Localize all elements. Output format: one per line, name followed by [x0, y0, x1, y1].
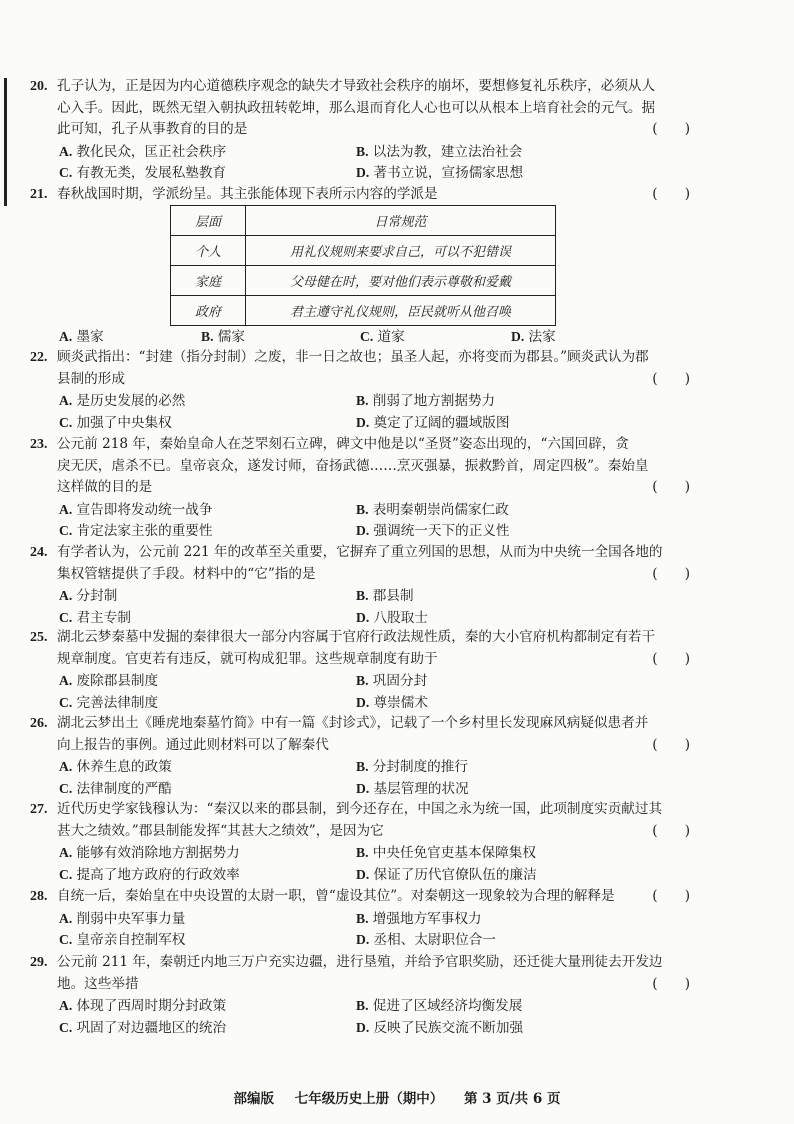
answer-blank[interactable]: ( ): [652, 186, 690, 202]
option-d[interactable]: D. 丞相、太尉职位合一: [356, 932, 496, 949]
option-c[interactable]: C. 皇帝亲自控制军权: [59, 932, 186, 949]
option-d[interactable]: D. 尊崇儒术: [356, 694, 428, 711]
question-stem-line: 近代历史学家钱穆认为：“秦汉以来的郡县制，到今还存在，中国之永为统一国，此项制度实贡献过其: [57, 801, 663, 817]
question-29: [30, 952, 702, 1038]
table-cell: 君主遵守礼仪规则，臣民就听从他召唤: [246, 296, 556, 326]
option-b[interactable]: B. 郡县制: [356, 588, 414, 605]
question-stem-line: 公元前 218 年，秦始皇命人在芝罘刻石立碑，碑文中他是以“圣贤”姿态出现的，“六国回辟，贪: [57, 436, 629, 452]
question-number: 28.: [30, 889, 48, 904]
option-c[interactable]: C. 君主专制: [59, 609, 131, 626]
table-row: [171, 296, 556, 326]
table-cell: 个人: [171, 236, 246, 266]
answer-blank[interactable]: ( ): [652, 888, 690, 904]
option-a[interactable]: A. 废除郡县制度: [59, 673, 159, 690]
option-a[interactable]: A. 分封制: [59, 588, 118, 605]
answer-blank[interactable]: ( ): [652, 479, 690, 496]
question-21: [30, 184, 702, 206]
table-cell: 用礼仪规则来要求自己，可以不犯错误: [246, 236, 556, 266]
table-cell: 父母健在时，要对他们表示尊敬和爱戴: [246, 266, 556, 296]
question-21-options: [30, 326, 702, 348]
question-stem-line: 湖北云梦秦墓中发掘的秦律很大一部分内容属于官府行政法规性质，秦的大小官府机构都制定有若干: [57, 629, 656, 645]
answer-blank[interactable]: ( ): [652, 650, 690, 667]
question-24: [30, 542, 702, 628]
question-23: [30, 434, 702, 542]
option-b[interactable]: B. 分封制度的推行: [356, 759, 468, 776]
option-c[interactable]: C. 提高了地方政府的行政效率: [59, 866, 240, 883]
question-number: 25.: [30, 630, 48, 645]
option-b[interactable]: B. 表明秦朝崇尚儒家仁政: [356, 501, 509, 518]
question-stem-line: 向上报告的事例。通过此则材料可以了解秦代: [57, 736, 329, 753]
question-20: [30, 76, 702, 184]
page-footer: [0, 1087, 794, 1107]
option-b[interactable]: B. 儒家: [201, 329, 245, 345]
question-number: 21.: [30, 187, 48, 202]
question-number: 20.: [30, 79, 48, 94]
option-c[interactable]: C. 巩固了对边疆地区的统治: [59, 1019, 227, 1036]
option-b[interactable]: B. 促进了区域经济均衡发展: [356, 998, 523, 1015]
footer-edition: 部编版: [233, 1091, 275, 1107]
option-d[interactable]: D. 反映了民族交流不断加强: [356, 1019, 524, 1036]
table-cell: 政府: [171, 296, 246, 326]
option-c[interactable]: C. 道家: [360, 329, 405, 345]
table-row: [171, 236, 556, 266]
option-a[interactable]: A. 能够有效消除地方割据势力: [59, 845, 240, 862]
table-row: [171, 266, 556, 296]
question-stem-line: 孔子认为，正是因为内心道德秩序观念的缺失才导致社会秩序的崩坏，要想修复礼乐秩序，必须从人: [57, 78, 656, 94]
question-stem-line: 规章制度。官吏若有违反，就可构成犯罪。这些规章制度有助于: [57, 650, 438, 667]
question-stem-line: 地。这些举措: [57, 975, 139, 992]
question-28: [30, 886, 702, 951]
question-27: [30, 799, 702, 885]
margin-binding-line: [4, 78, 7, 206]
question-number: 29.: [30, 955, 48, 970]
option-d[interactable]: D. 奠定了辽阔的疆域版图: [356, 414, 510, 431]
answer-blank[interactable]: ( ): [652, 121, 690, 138]
answer-blank[interactable]: ( ): [652, 975, 690, 992]
question-22: [30, 347, 702, 433]
option-d[interactable]: D. 保证了历代官僚队伍的廉洁: [356, 866, 537, 883]
option-c[interactable]: C. 肯定法家主张的重要性: [59, 523, 213, 540]
question-number: 24.: [30, 545, 48, 560]
question-stem-line: 戾无厌，虐杀不已。皇帝哀众，遂发讨师，奋扬武德……烹灭强暴，振救黔首，周定四极”。秦始皇: [57, 457, 649, 474]
question-number: 27.: [30, 802, 48, 817]
answer-blank[interactable]: ( ): [652, 565, 690, 582]
option-d[interactable]: D. 强调统一天下的正义性: [356, 523, 510, 540]
answer-blank[interactable]: ( ): [652, 822, 690, 839]
option-d[interactable]: D. 八股取士: [356, 609, 428, 626]
option-a[interactable]: A. 削弱中央军事力量: [59, 910, 186, 927]
question-stem-line: 顾炎武指出：“封建（指分封制）之废，非一日之故也；虽圣人起，亦将变而为郡县。”顾炎武认为郡: [57, 349, 649, 365]
table-cell: 家庭: [171, 266, 246, 296]
question-number: 26.: [30, 716, 48, 731]
option-a[interactable]: A. 休养生息的政策: [59, 759, 172, 776]
option-b[interactable]: B. 中央任免官吏基本保障集权: [356, 845, 536, 862]
footer-page-number: 第 3 页/共 6 页: [463, 1091, 561, 1107]
question-number: 22.: [30, 350, 48, 365]
question-stem-line: 此可知，孔子从事教育的目的是: [57, 121, 248, 138]
option-d[interactable]: D. 基层管理的状况: [356, 780, 469, 797]
question-stem-line: 自统一后，秦始皇在中央设置的太尉一职，曾“虚设其位”。对秦朝这一现象较为合理的解释是: [57, 888, 615, 904]
answer-blank[interactable]: ( ): [652, 370, 690, 387]
option-b[interactable]: B. 削弱了地方割据势力: [356, 393, 496, 410]
option-c[interactable]: C. 法律制度的严酷: [59, 780, 172, 797]
question-stem-line: 湖北云梦出土《睡虎地秦墓竹简》中有一篇《封诊式》，记载了一个乡村里长发现麻风病疑似患者并: [57, 715, 649, 731]
question-stem-line: 公元前 211 年，秦朝迁内地三万户充实边疆，进行垦殖，并给予官职奖励，还迁徙大量刑徒去开发边: [57, 954, 663, 970]
footer-subject: 七年级历史上册（期中）: [294, 1091, 444, 1107]
question-stem-line: 心入手。因此，既然无望入朝执政扭转乾坤，那么退而育化人心也可以从根本上培育社会的元气。据: [57, 99, 656, 116]
option-a[interactable]: A. 宣告即将发动统一战争: [59, 501, 213, 518]
option-a[interactable]: A. 是历史发展的必然: [59, 393, 186, 410]
question-stem-line: 有学者认为，公元前 221 年的改革至关重要，它摒弃了重立列国的思想，从而为中央统一全国各地的: [57, 544, 663, 560]
option-b[interactable]: B. 增强地方军事权力: [356, 910, 482, 927]
option-b[interactable]: B. 以法为教，建立法治社会: [356, 143, 523, 160]
option-c[interactable]: C. 加强了中央集权: [59, 414, 172, 431]
option-b[interactable]: B. 巩固分封: [356, 673, 428, 690]
option-a[interactable]: A. 教化民众，匡正社会秩序: [59, 143, 227, 160]
question-25: [30, 627, 702, 713]
option-a[interactable]: A. 体现了西周时期分封政策: [59, 998, 227, 1015]
question-stem-line: 县制的形成: [57, 370, 125, 387]
table-header-cell: 层面: [171, 206, 246, 236]
option-c[interactable]: C. 有教无类，发展私塾教育: [59, 165, 227, 182]
option-a[interactable]: A. 墨家: [59, 329, 104, 345]
question-26: [30, 713, 702, 799]
question-stem-line: 甚大之绩效。”郡县制能发挥“其甚大之绩效”，是因为它: [57, 822, 384, 839]
table-header-row: [171, 206, 556, 236]
question-stem-line: 这样做的目的是: [57, 479, 153, 496]
question-stem-line: 集权管辖提供了手段。材料中的“它”指的是: [57, 565, 316, 582]
option-d[interactable]: D. 著书立说，宣扬儒家思想: [356, 165, 524, 182]
question-stem-line: 春秋战国时期，学派纷呈。其主张能体现下表所示内容的学派是: [57, 186, 438, 202]
option-d[interactable]: D. 法家: [511, 329, 556, 345]
option-c[interactable]: C. 完善法律制度: [59, 694, 159, 711]
table-header-cell: 日常规范: [246, 206, 556, 236]
norms-table: [170, 205, 556, 326]
question-number: 23.: [30, 437, 48, 452]
answer-blank[interactable]: ( ): [652, 736, 690, 753]
